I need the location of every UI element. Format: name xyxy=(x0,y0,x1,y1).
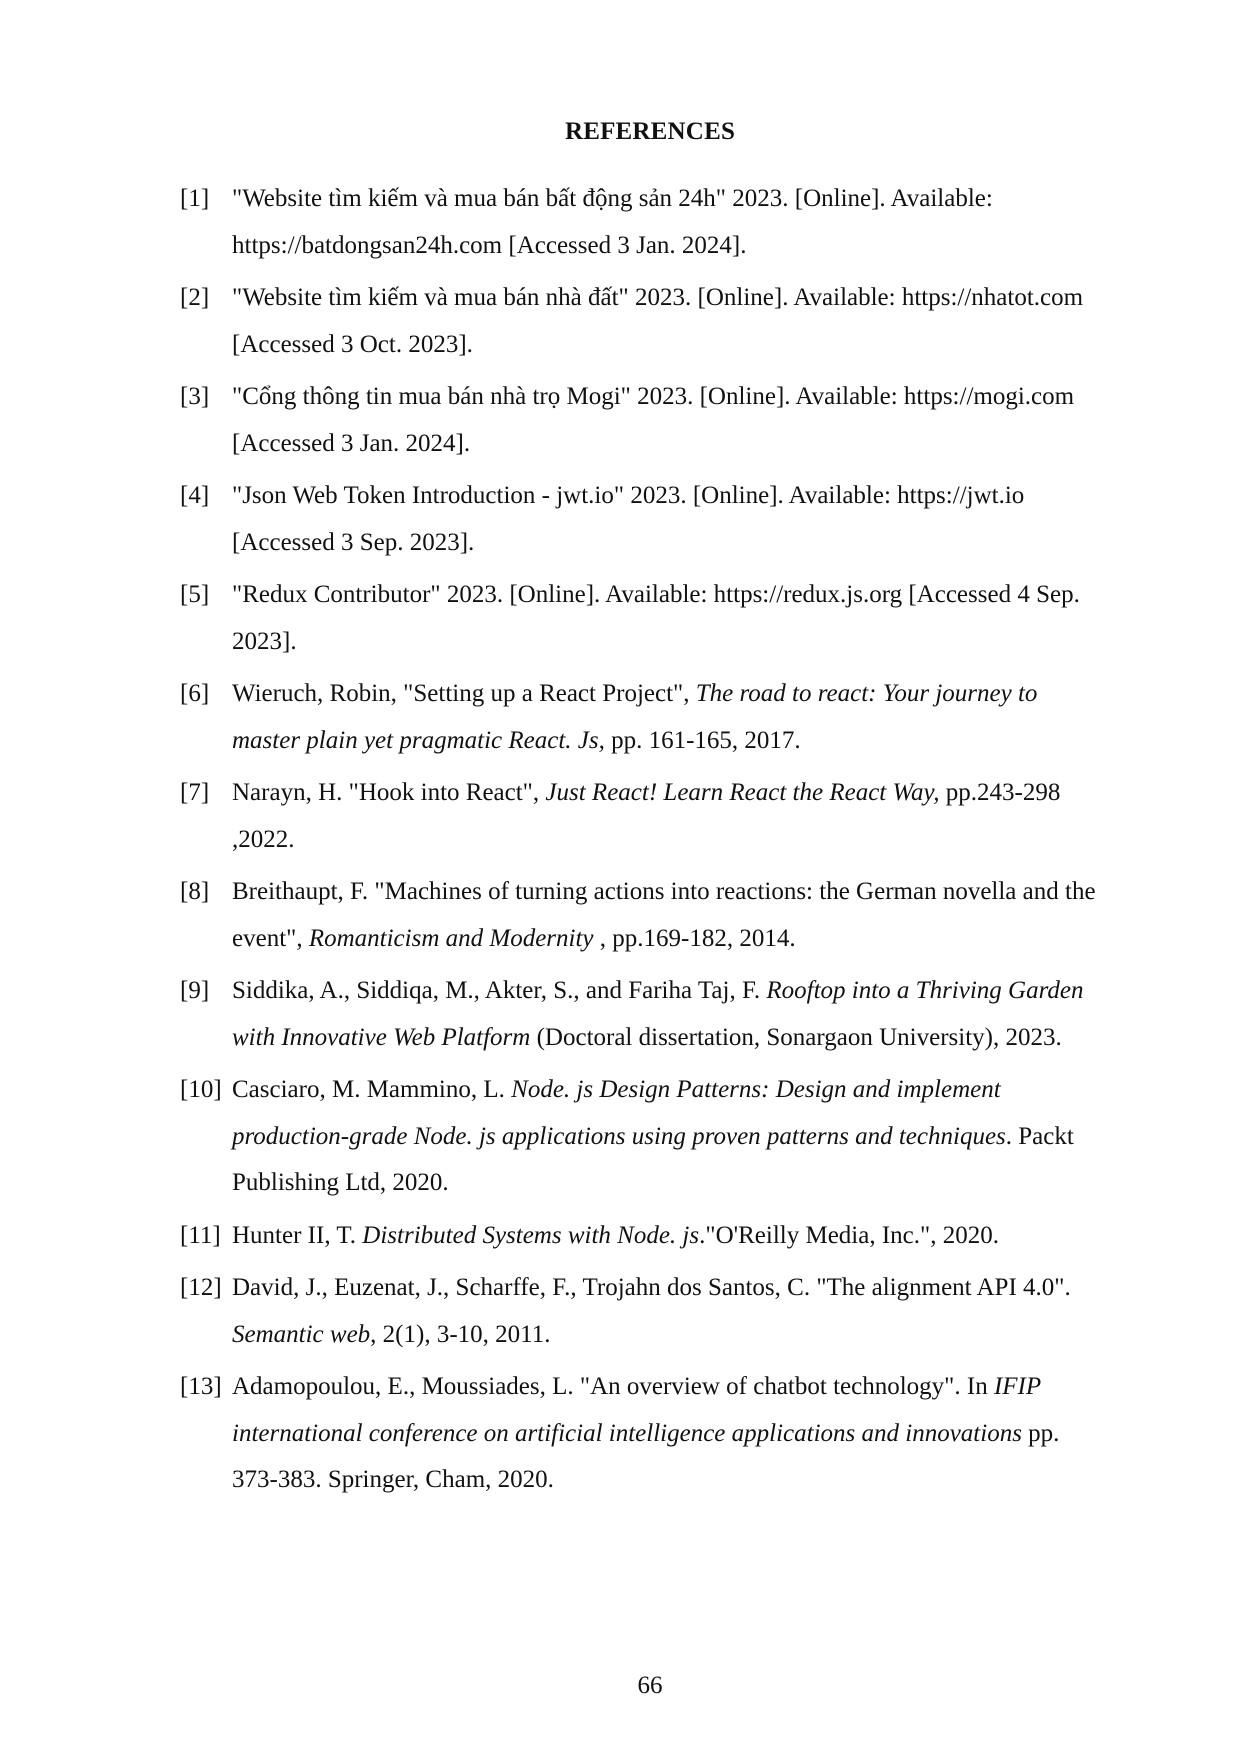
reference-title-italic: Distributed Systems with Node. js xyxy=(362,1221,700,1249)
reference-text xyxy=(232,977,1084,1051)
reference-number: [4] xyxy=(180,482,210,509)
reference-item xyxy=(180,572,1110,665)
reference-item xyxy=(180,1364,1110,1504)
reference-text xyxy=(232,581,1080,655)
reference-title-italic: Rooftop into a Thriving Garden with Innovative Web Platform xyxy=(232,977,1084,1051)
reference-list xyxy=(180,176,1110,1510)
reference-item xyxy=(180,671,1110,764)
reference-text-part: (Doctoral dissertation, Sonargaon University), 2023. xyxy=(530,1023,1062,1051)
reference-item xyxy=(180,176,1110,269)
reference-text-part: Breithaupt, F. "Machines of turning actions into reactions: the German novella and the event", xyxy=(232,878,1096,952)
reference-title-italic: Romanticism and Modernity xyxy=(308,924,594,952)
reference-item xyxy=(180,1265,1110,1358)
reference-item xyxy=(180,869,1110,962)
reference-title-italic: Node. js Design Patterns: Design and implement production-grade Node. js applications using proven patterns and techniques xyxy=(232,1076,1006,1150)
reference-title-italic: IFIP international conference on artificial intelligence applications and innovations xyxy=(232,1373,1041,1447)
reference-number: [1] xyxy=(180,185,210,212)
reference-number: [8] xyxy=(180,878,210,905)
reference-number: [3] xyxy=(180,383,210,410)
reference-text xyxy=(232,1274,1071,1348)
page-number: 66 xyxy=(637,1672,663,1699)
reference-text xyxy=(232,779,1060,853)
reference-text-part: pp. 373-383. Springer, Cham, 2020. xyxy=(232,1419,1060,1493)
reference-text-part: , pp.169-182, 2014. xyxy=(593,924,796,952)
reference-text-part: "Json Web Token Introduction - jwt.io" 2023. [Online]. Available: https://jwt.io [Accessed 3 Sep. 2023]. xyxy=(232,482,1025,556)
reference-number: [10] xyxy=(180,1076,222,1103)
reference-item xyxy=(180,473,1110,566)
reference-text xyxy=(232,383,1074,457)
reference-text-part: . Packt Publishing Ltd, 2020. xyxy=(232,1122,1074,1196)
reference-text-part: "Website tìm kiếm và mua bán bất động sản 24h" 2023. [Online]. Available: https://batdongsan24h.com [Accessed 3 Jan. 2024]. xyxy=(232,185,993,259)
reference-text-part: "Redux Contributor" 2023. [Online]. Available: https://redux.js.org [Accessed 4 Sep. 2023]. xyxy=(232,581,1080,655)
reference-text-part: Hunter II, T. xyxy=(232,1221,363,1249)
reference-text xyxy=(232,482,1024,556)
reference-text-part: Wieruch, Robin, "Setting up a React Project", xyxy=(232,680,696,707)
page-title: REFERENCES xyxy=(564,118,736,145)
reference-item xyxy=(180,1067,1110,1207)
reference-text-part: "Cổng thông tin mua bán nhà trọ Mogi" 2023. [Online]. Available: https://mogi.com [Accessed 3 Jan. 2024]. xyxy=(232,383,1075,457)
reference-text-part: Siddika, A., Siddiqa, M., Akter, S., and Fariha Taj, F. xyxy=(232,977,767,1004)
reference-number: [12] xyxy=(180,1274,222,1301)
reference-text xyxy=(232,1222,999,1249)
reference-number: [7] xyxy=(180,779,210,806)
reference-text xyxy=(232,185,993,259)
reference-text-part: pp. 161-165, 2017. xyxy=(604,726,801,754)
reference-number: [13] xyxy=(180,1373,222,1400)
reference-number: [2] xyxy=(180,284,210,311)
reference-item xyxy=(180,275,1110,368)
reference-item xyxy=(180,968,1110,1061)
reference-title-italic: The road to react: Your journey to master plain yet pragmatic React. Js, xyxy=(232,680,1038,754)
reference-text-part: , 2(1), 3-10, 2011. xyxy=(370,1320,551,1348)
reference-number: [11] xyxy=(180,1221,221,1249)
reference-item xyxy=(180,1213,1110,1260)
reference-number: [5] xyxy=(180,581,210,608)
reference-text-part: pp.243-298 ,2022. xyxy=(232,779,1061,853)
reference-text-part: David, J., Euzenat, J., Scharffe, F., Trojahn dos Santos, C. "The alignment API 4.0". xyxy=(232,1274,1071,1301)
reference-text-part: Adamopoulou, E., Moussiades, L. "An overview of chatbot technology". In xyxy=(232,1373,994,1400)
reference-text-part: Casciaro, M. Mammino, L. xyxy=(232,1076,512,1103)
reference-text xyxy=(232,1373,1059,1493)
reference-text xyxy=(232,680,1037,754)
reference-text-part: Narayn, H. "Hook into React", xyxy=(232,779,546,806)
reference-item xyxy=(180,374,1110,467)
reference-text xyxy=(232,878,1096,952)
reference-text xyxy=(232,1076,1074,1196)
reference-title-italic: Semantic web xyxy=(232,1320,371,1348)
reference-text-part: "Website tìm kiếm và mua bán nhà đất" 2023. [Online]. Available: https://nhatot.com [Accessed 3 Oct. 2023]. xyxy=(232,284,1084,358)
reference-number: [9] xyxy=(180,977,210,1004)
reference-number: [6] xyxy=(180,680,210,707)
reference-text xyxy=(232,284,1083,358)
reference-title-italic: Just React! Learn React the React Way, xyxy=(545,779,940,806)
reference-item xyxy=(180,770,1110,863)
reference-text-part: ."O'Reilly Media, Inc.", 2020. xyxy=(699,1221,999,1249)
